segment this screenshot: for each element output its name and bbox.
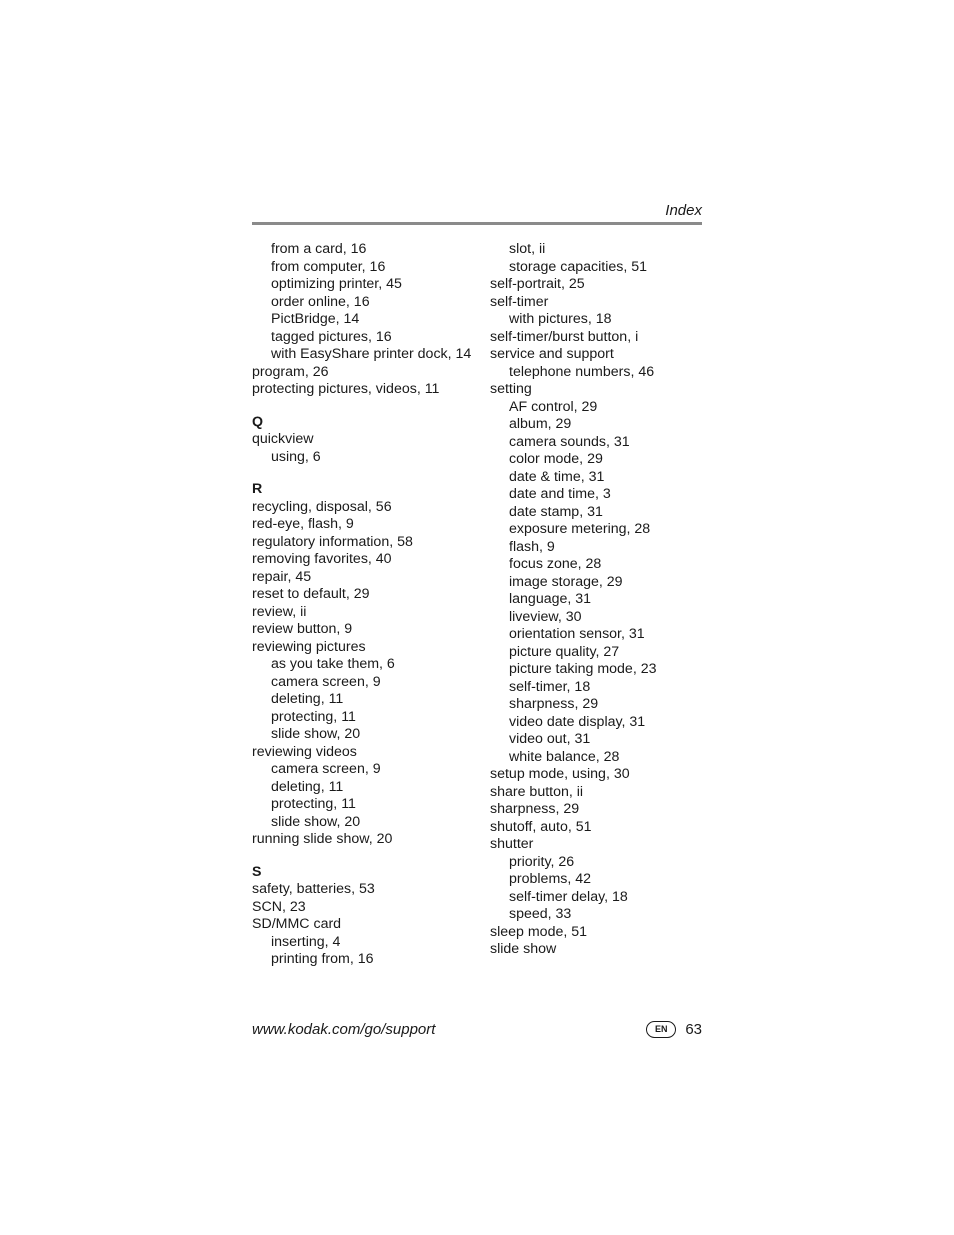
section-gap [252,399,482,414]
index-section-letter: S [252,863,262,880]
index-subentry: deleting, 11 [271,778,344,795]
index-entry: regulatory information, 58 [252,533,413,550]
index-entry: setting [490,381,532,397]
index-entry: running slide show, 20 [252,831,393,847]
index-entry: reviewing videos [252,743,357,760]
index-entry: shutoff, auto, 51 [490,818,592,835]
footer-url: www.kodak.com/go/support [252,1021,436,1038]
index-subentry: PictBridge, 14 [271,311,360,327]
index-entry: self-timer [490,293,549,310]
index-subentry: slide show, 20 [271,726,361,742]
index-subentry: focus zone, 28 [509,556,602,572]
index-entry: protecting pictures, videos, 11 [252,381,440,397]
index-subentry: white balance, 28 [509,748,620,765]
index-entry: SD/MMC card [252,916,342,932]
index-entry: SCN, 23 [252,898,306,915]
index-entry: shutter [490,836,534,852]
index-subentry: tagged pictures, 16 [271,328,392,345]
index-entry: reviewing pictures [252,638,366,655]
index-subentry: camera sounds, 31 [509,433,630,450]
index-subentry: printing from, 16 [271,951,374,967]
footer-page-info [646,1021,702,1038]
index-subentry: camera screen, 9 [271,673,381,690]
index-subentry: liveview, 30 [509,608,582,625]
index-subentry: using, 6 [271,448,321,465]
index-subentry: date stamp, 31 [509,503,603,520]
index-subentry: language, 31 [509,591,592,607]
index-section-letter: Q [252,413,264,430]
index-subentry: image storage, 29 [509,573,623,590]
index-entry: review, ii [252,603,307,620]
header-rule [252,222,702,225]
index-entry: recycling, disposal, 56 [252,498,392,515]
section-gap [252,849,482,864]
index-entry: self-timer/burst button, i [490,328,639,345]
index-subentry: from a card, 16 [271,241,367,257]
index-subentry: camera screen, 9 [271,761,381,777]
index-subentry: sharpness, 29 [509,696,599,712]
index-entry: review button, 9 [252,621,353,637]
index-subentry: flash, 9 [509,538,555,555]
index-subentry: orientation sensor, 31 [509,626,645,642]
index-entry: quickview [252,431,314,447]
index-subentry: speed, 33 [509,906,572,922]
index-subentry: inserting, 4 [271,933,341,950]
index-column-left [252,241,482,969]
index-column-right [490,241,705,959]
index-subentry: self-timer delay, 18 [509,888,628,905]
index-entry: slide show [490,941,557,957]
index-subentry: video date display, 31 [509,713,646,730]
index-subentry: protecting, 11 [271,796,356,812]
index-subentry: storage capacities, 51 [509,258,648,275]
index-subentry: with pictures, 18 [509,311,612,327]
index-subentry: video out, 31 [509,731,591,747]
index-subentry: self-timer, 18 [509,678,591,695]
index-entry: removing favorites, 40 [252,551,392,567]
index-subentry: with EasyShare printer dock, 14 [271,346,472,362]
running-header: Index [665,202,702,219]
index-subentry: order online, 16 [271,293,370,310]
index-subentry: album, 29 [509,416,572,432]
language-badge-icon: EN [646,1021,676,1038]
index-entry: service and support [490,346,614,362]
index-entry: sleep mode, 51 [490,923,588,940]
index-entry: self-portrait, 25 [490,276,585,292]
index-subentry: deleting, 11 [271,691,344,707]
index-subentry: priority, 26 [509,853,575,870]
index-subentry: slide show, 20 [271,813,361,830]
index-subentry: protecting, 11 [271,708,356,725]
index-subentry: optimizing printer, 45 [271,276,402,292]
index-entry: share button, ii [490,783,584,800]
index-entry: program, 26 [252,363,329,380]
index-subentry: problems, 42 [509,871,592,887]
index-subentry: picture taking mode, 23 [509,661,657,677]
index-entry: reset to default, 29 [252,586,370,602]
index-subentry: AF control, 29 [509,398,598,415]
index-subentry: from computer, 16 [271,258,386,275]
index-entry: red-eye, flash, 9 [252,516,354,532]
index-subentry: telephone numbers, 46 [509,363,655,380]
page-number: 63 [685,1021,702,1038]
index-entry: repair, 45 [252,568,312,585]
index-section-letter: R [252,481,263,497]
index-subentry: picture quality, 27 [509,643,620,660]
index-subentry: date & time, 31 [509,468,605,485]
index-entry: safety, batteries, 53 [252,881,375,897]
index-entry: sharpness, 29 [490,801,580,817]
index-subentry: color mode, 29 [509,451,603,467]
section-gap [252,466,482,481]
index-subentry: as you take them, 6 [271,656,395,672]
index-subentry: slot, ii [509,241,546,257]
index-entry: setup mode, using, 30 [490,766,630,782]
index-subentry: date and time, 3 [509,486,611,502]
index-subentry: exposure metering, 28 [509,521,651,537]
